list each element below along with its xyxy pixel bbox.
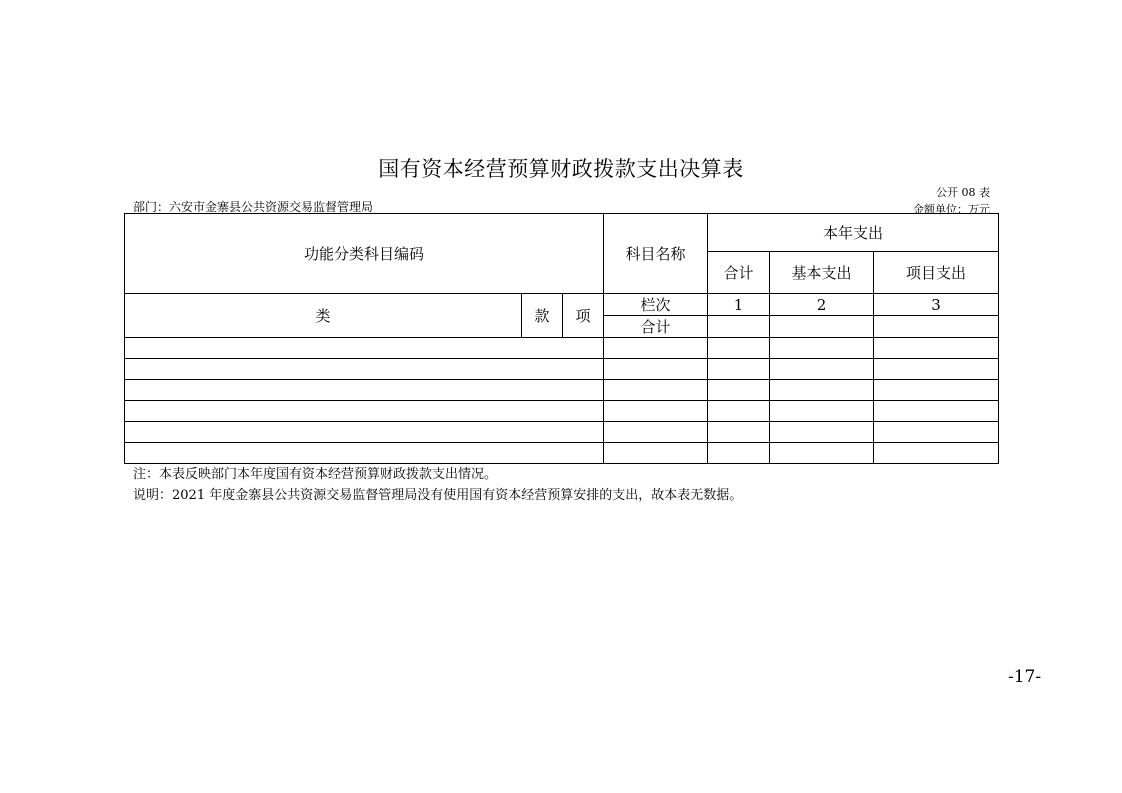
row-project-cell bbox=[874, 338, 999, 359]
column-number-2: 2 bbox=[770, 294, 874, 316]
header-project-expense: 项目支出 bbox=[874, 252, 999, 294]
header-kuan: 款 bbox=[522, 294, 563, 338]
table-row bbox=[125, 359, 999, 380]
expenditure-table bbox=[124, 213, 999, 464]
row-name-cell bbox=[604, 422, 708, 443]
row-code-cell bbox=[125, 380, 604, 401]
table-note: 注：本表反映部门本年度国有资本经营预算财政拨款支出情况。 bbox=[133, 467, 498, 482]
row-name-cell bbox=[604, 443, 708, 464]
row-total-cell bbox=[708, 422, 770, 443]
header-subject-name: 科目名称 bbox=[604, 214, 708, 294]
row-basic-cell bbox=[770, 380, 874, 401]
row-basic-cell bbox=[770, 422, 874, 443]
column-number-3: 3 bbox=[874, 294, 999, 316]
page-number: -17- bbox=[1008, 667, 1042, 687]
table-row bbox=[125, 422, 999, 443]
table-row bbox=[125, 338, 999, 359]
row-code-cell bbox=[125, 359, 604, 380]
sum-total-cell bbox=[708, 316, 770, 338]
row-project-cell bbox=[874, 359, 999, 380]
row-code-cell bbox=[125, 422, 604, 443]
row-total-cell bbox=[708, 380, 770, 401]
table-explanation: 说明：2021 年度金寨县公共资源交易监督管理局没有使用国有资本经营预算安排的支出，故本表无数据。 bbox=[133, 488, 743, 503]
header-lei: 类 bbox=[125, 294, 522, 338]
form-number: 公开 08 表 bbox=[936, 186, 990, 199]
sum-row-label: 合计 bbox=[604, 316, 708, 338]
row-code-cell bbox=[125, 338, 604, 359]
sum-project-cell bbox=[874, 316, 999, 338]
department-label: 部门：六安市金寨县公共资源交易监督管理局 bbox=[133, 200, 374, 214]
header-row-1 bbox=[125, 214, 999, 252]
row-project-cell bbox=[874, 443, 999, 464]
row-basic-cell bbox=[770, 359, 874, 380]
page-title: 国有资本经营预算财政拨款支出决算表 bbox=[378, 157, 744, 181]
header-basic-expense: 基本支出 bbox=[770, 252, 874, 294]
table-row bbox=[125, 401, 999, 422]
header-year-expense: 本年支出 bbox=[708, 214, 999, 252]
amount-unit-label: 金额单位：万元 bbox=[913, 203, 990, 216]
header-func-code: 功能分类科目编码 bbox=[125, 214, 604, 294]
header-xiang: 项 bbox=[563, 294, 604, 338]
row-code-cell bbox=[125, 443, 604, 464]
row-basic-cell bbox=[770, 401, 874, 422]
row-project-cell bbox=[874, 401, 999, 422]
row-project-cell bbox=[874, 422, 999, 443]
row-project-cell bbox=[874, 380, 999, 401]
row-basic-cell bbox=[770, 338, 874, 359]
row-total-cell bbox=[708, 443, 770, 464]
table-row bbox=[125, 380, 999, 401]
row-name-cell bbox=[604, 338, 708, 359]
sum-basic-cell bbox=[770, 316, 874, 338]
column-number-1: 1 bbox=[708, 294, 770, 316]
row-code-cell bbox=[125, 401, 604, 422]
row-total-cell bbox=[708, 338, 770, 359]
header-total: 合计 bbox=[708, 252, 770, 294]
row-basic-cell bbox=[770, 443, 874, 464]
row-total-cell bbox=[708, 401, 770, 422]
row-name-cell bbox=[604, 380, 708, 401]
table-row bbox=[125, 443, 999, 464]
row-name-cell bbox=[604, 359, 708, 380]
row-total-cell bbox=[708, 359, 770, 380]
column-number-row bbox=[125, 294, 999, 316]
row-name-cell bbox=[604, 401, 708, 422]
column-label: 栏次 bbox=[604, 294, 708, 316]
